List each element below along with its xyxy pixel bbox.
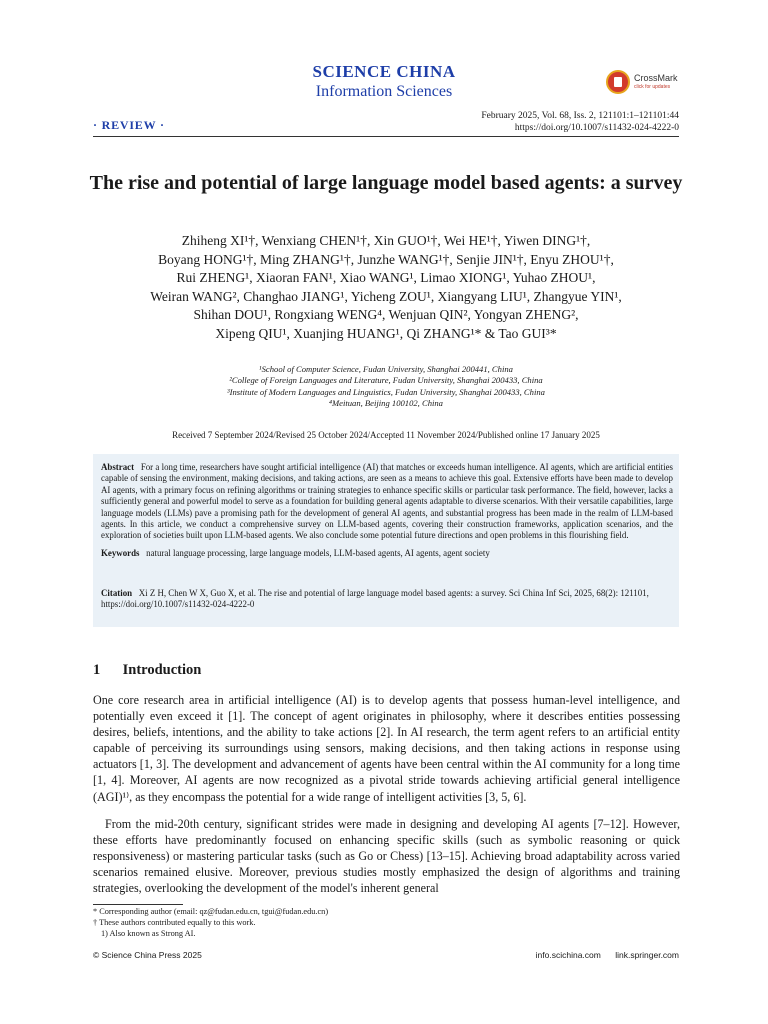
pub-issue: February 2025, Vol. 68, Iss. 2, 121101:1–121101:44	[481, 111, 679, 121]
article-type: · REVIEW ·	[93, 118, 165, 132]
crossmark-sublabel: click for updates	[634, 84, 671, 90]
footer-copyright: © Science China Press 2025	[93, 950, 202, 960]
section-heading	[93, 662, 201, 679]
journal-name: SCIENCE CHINA	[312, 62, 456, 81]
journal-subname: Information Sciences	[315, 83, 453, 100]
abstract-box	[93, 454, 679, 627]
footnote: * Corresponding author (email: qz@fudan.edu.cn, tgui@fudan.edu.cn)	[93, 907, 329, 916]
abstract-text: For a long time, researchers have sought artificial intelligence (AI) that matches or exceeds human intelligence. AI agents, which are artificial entities capable of sensing the environment, making decisions, and taking actions, are seen as a means to achieve this goal. Extensive efforts have been made to develop AI agents, with a primary focus on refining algorithms or training strategies to enhance specific skills or particular task performance. The field, however, lacks a sufficiently general and powerful model to serve as a foundation for building general agents adaptable to diverse scenarios. With their versatile capabilities, large language models (LLMs) pave a promising path for the development of general AI agents, and substantial progress has been made in the realm of LLM-based agents. In this article, we conduct a comprehensive survey on LLM-based agents, covering their construction frameworks, application scenarios, and the exploration of societies built upon LLM-based agents. We also conclude some potential future directions and open problems in this flourishing field.	[101, 462, 673, 541]
keywords-label: Keywords	[101, 547, 140, 558]
publication-info	[481, 110, 679, 134]
author-line: Zhiheng XI¹†, Wenxiang CHEN¹†, Xin GUO¹†, Wei HE¹†, Yiwen DING¹†,	[181, 233, 591, 248]
affiliation: ²College of Foreign Languages and Literature, Fudan University, Shanghai 200433, China	[229, 375, 543, 386]
author-line: Boyang HONG¹†, Ming ZHANG¹†, Junzhe WANG¹†, Senjie JIN¹†, Enyu ZHOU¹†,	[158, 251, 614, 267]
footnote-rule	[93, 904, 183, 905]
header-rule	[93, 136, 679, 137]
crossmark-badge[interactable]	[606, 70, 686, 96]
author-line: Xipeng QIU¹, Xuanjing HUANG¹, Qi ZHANG¹* & Tao GUI³*	[215, 325, 557, 341]
footer-link-springer[interactable]: link.springer.com	[615, 950, 679, 960]
author-line: Shihan DOU¹, Rongxiang WENG⁴, Wenjuan QIN², Yongyan ZHENG²,	[193, 307, 579, 323]
footer-link-info[interactable]: info.scichina.com	[535, 950, 601, 960]
keywords-text: natural language processing, large language models, LLM-based agents, AI agents, agent society	[146, 547, 490, 558]
author-list	[84, 232, 688, 344]
footnotes	[93, 906, 679, 940]
footnote: † These authors contributed equally to this work.	[93, 918, 256, 928]
paragraph: One core research area in artificial intelligence (AI) is to develop agents that possess human-level intelligence, and potentially even exceed it [1]. The concept of agent originates in philosophy, where it describes entities possessing desires, beliefs, intentions, and the ability to take actions [2]. In AI research, the term agent refers to an artificial entity capable of perceiving its surroundings using sensors, making decisions, and then taking actions in response using actuators [1, 3]. The development and advancement of agents have been central within the AI community for a long time [1, 4]. Moreover, AI agents are now recognized as a pivotal stride towards achieving artificial general intelligence (AGI)¹⁾, as they encompass the potential for a wide range of intelligent activities [3, 5, 6].	[93, 693, 680, 804]
pub-doi[interactable]: https://doi.org/10.1007/s11432-024-4222-0	[514, 123, 679, 133]
citation-text: Xi Z H, Chen W X, Guo X, et al. The rise and potential of large language model based agents: a survey. Sci China Inf Sci, 2025, 68(2): 121101, https://doi.org/10.1007/s11432-024-4222-0	[101, 588, 649, 610]
section-number: 1	[93, 662, 101, 678]
abstract-label: Abstract	[101, 462, 135, 472]
paper-title: The rise and potential of large language model based agents: a survey	[89, 172, 683, 194]
paragraph: From the mid-20th century, significant strides were made in designing and developing AI agents [7–12]. However, these efforts have predominantly focused on enhancing specific skills (such as symbolic reasoning or quick responsiveness) or mastering particular tasks (such as Go or Chess) [13–15]. Achieving broad adaptability across varied scenarios remained elusive. Moreover, previous studies mostly emphasized the design of algorithms and training strategies, overlooking the development of the model's inherent general	[93, 817, 680, 896]
crossmark-icon	[606, 70, 630, 94]
citation	[101, 588, 673, 611]
affiliation: ³Institute of Modern Languages and Linguistics, Fudan University, Shanghai 200433, China	[227, 386, 545, 397]
footnote: 1) Also known as Strong AI.	[101, 929, 196, 939]
affiliation: ⁴Meituan, Beijing 100102, China	[329, 397, 443, 408]
abstract	[101, 462, 673, 542]
affiliation: ¹School of Computer Science, Fudan University, Shanghai 200441, China	[259, 364, 513, 374]
citation-label: Citation	[101, 588, 133, 598]
footer-links	[524, 950, 679, 960]
keywords	[101, 548, 673, 559]
author-line: Rui ZHENG¹, Xiaoran FAN¹, Xiao WANG¹, Limao XIONG¹, Yuhao ZHOU¹,	[176, 270, 596, 286]
affiliations	[90, 364, 682, 409]
crossmark-label: CrossMark	[634, 73, 678, 83]
author-line: Weiran WANG², Changhao JIANG¹, Yicheng ZOU¹, Xiangyang LIU¹, Zhangyue YIN¹,	[150, 288, 622, 304]
section-title: Introduction	[122, 662, 202, 678]
received-dates: Received 7 September 2024/Revised 25 October 2024/Accepted 11 November 2024/Published online 17 January 2025	[172, 430, 600, 440]
